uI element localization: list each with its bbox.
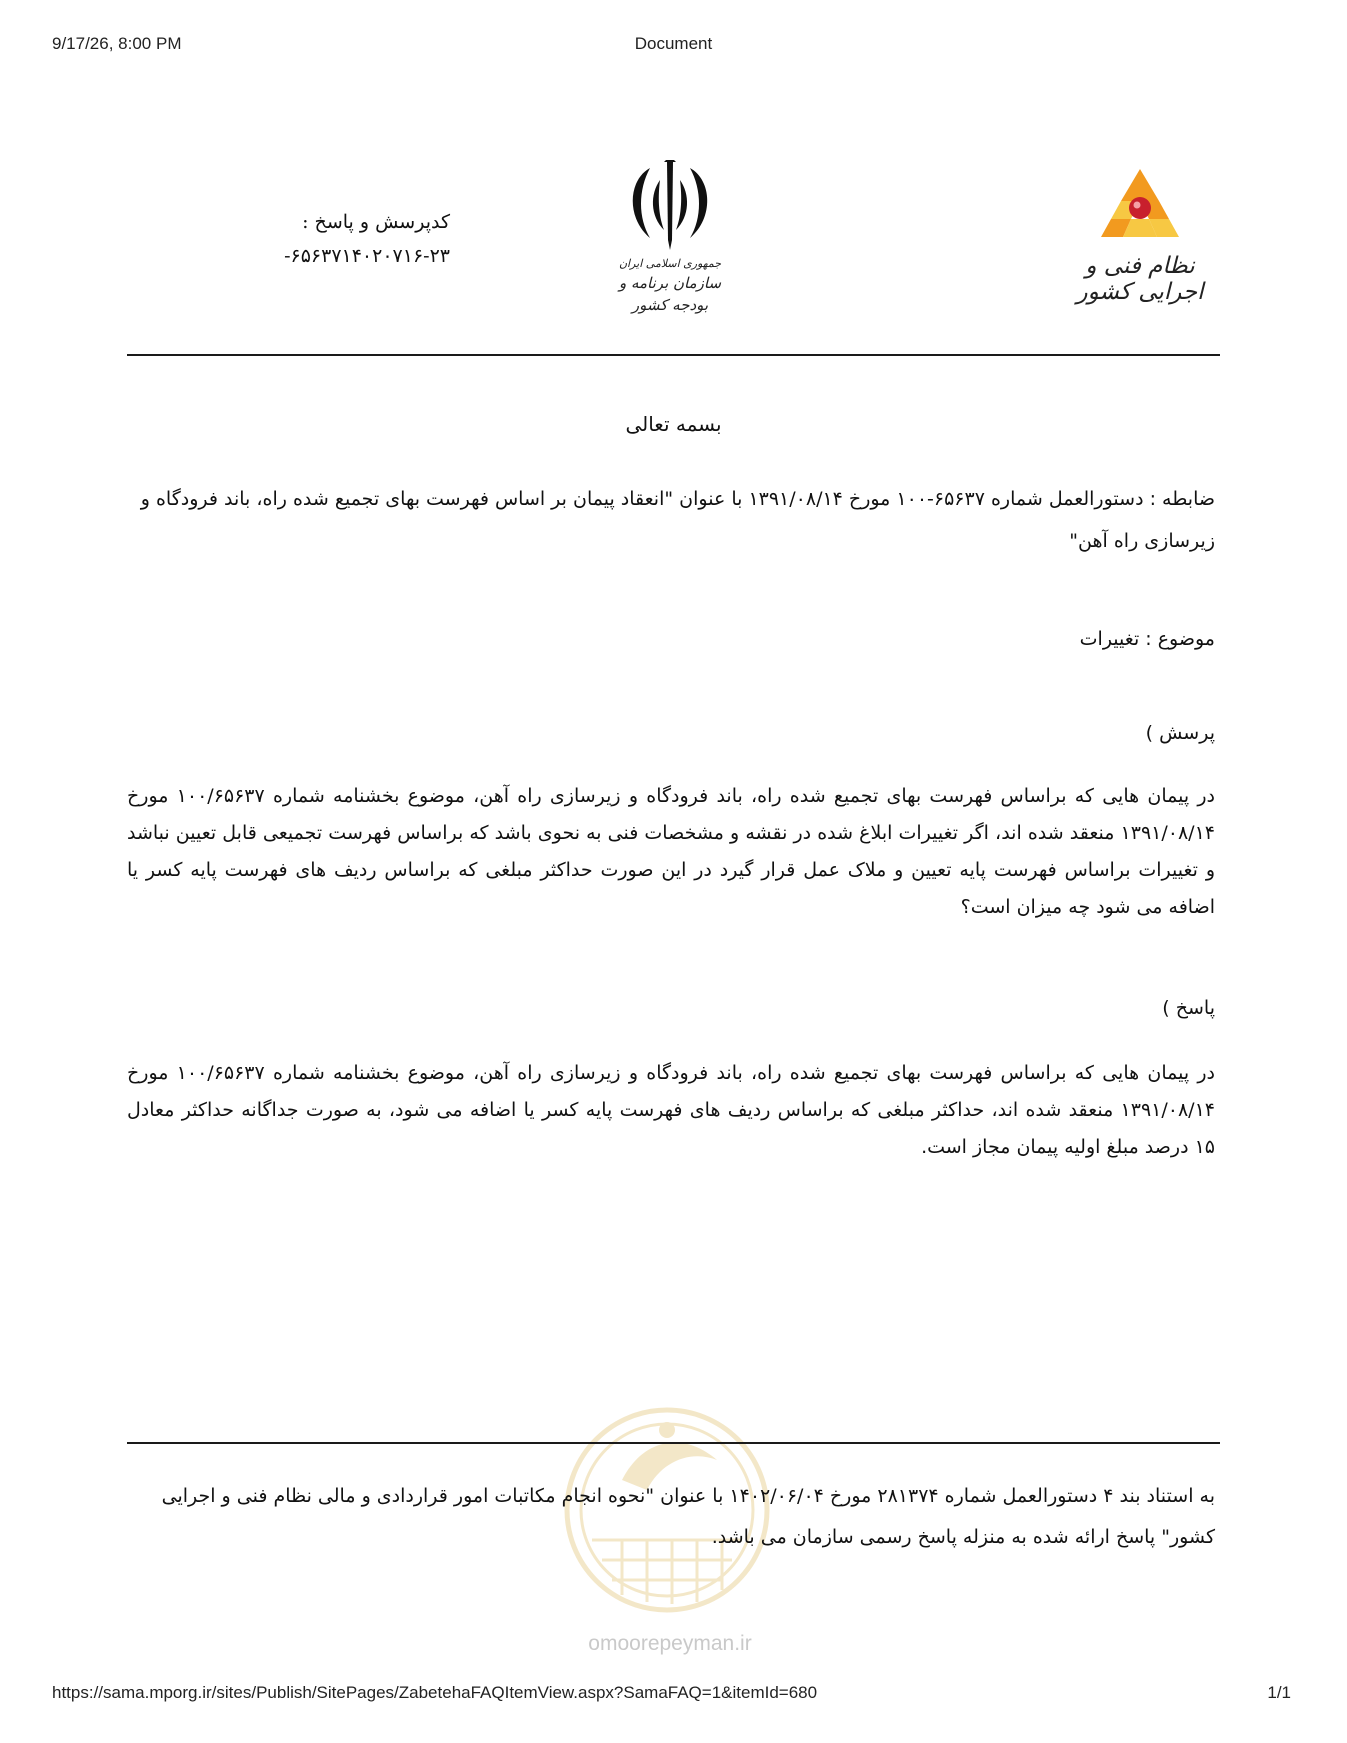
print-page-number: 1/1	[1267, 1683, 1291, 1702]
iran-emblem-icon	[620, 160, 720, 252]
nezam-fanni-logo-icon	[1085, 165, 1195, 247]
zabete-line: ضابطه : دستورالعمل شماره ۶۵۶۳۷-۱۰۰ مورخ ۱۳۹۱/۰۸/۱۴ با عنوان "انعقاد پیمان بر اساس فهرست بهای تجمیع شده راه، باند فرودگاه و زیرسازی راه آهن"	[140, 488, 1215, 552]
iran-emblem-block	[600, 160, 740, 316]
nezam-fanni-logo-text: نظام فنی و اجرایی کشور	[1076, 253, 1204, 305]
answer-heading: پاسخ )	[1162, 997, 1215, 1019]
emblem-caption-line1: جمهوری اسلامی ایران	[618, 257, 722, 270]
basmala: بسمه تعالی	[625, 412, 722, 436]
question-body: در پیمان هایی که براساس فهرست بهای تجمیع شده راه، باند فرودگاه و زیرسازی راه آهن، موضوع بخشنامه شماره ۱۰۰/۶۵۶۳۷ مورخ ۱۳۹۱/۰۸/۱۴ منعقد شده اند، اگر تغییرات ابلاغ شده در نقشه و مشخصات فنی به نحوی باشد که براساس فهرست تجمیعی قابل تعیین نباشد و تغییرات براساس فهرست پایه تعیین و ملاک عمل قرار گیرد در این صورت حداکثر مبلغی که براساس ردیف های فهرست پایه کسر یا اضافه می شود چه میزان است؟	[127, 785, 1215, 918]
footer-divider	[127, 1442, 1220, 1444]
question-code-label: کدپرسش و پاسخ :	[302, 211, 450, 233]
subject-line: موضوع : تغییرات	[1079, 628, 1215, 650]
question-heading: پرسش )	[1145, 722, 1215, 744]
answer-body: در پیمان هایی که براساس فهرست بهای تجمیع شده راه، باند فرودگاه و زیرسازی راه آهن، موضوع بخشنامه شماره ۱۰۰/۶۵۶۳۷ مورخ ۱۳۹۱/۰۸/۱۴ منعقد شده اند، حداکثر مبلغی که براساس ردیف های فهرست پایه کسر یا اضافه می شود، به صورت جداگانه حداکثر معادل ۱۵ درصد مبلغ اولیه پیمان مجاز است.	[127, 1062, 1215, 1158]
print-title: Document	[634, 34, 713, 53]
question-code-block	[200, 205, 450, 273]
nezam-fanni-logo-block	[1060, 165, 1220, 305]
watermark-site: omoorepeyman.ir	[588, 1632, 752, 1655]
header-divider	[127, 354, 1220, 356]
question-code-value: -۶۵۶۳۷۱۴۰۲۰۷۱۶-۲۳	[284, 245, 450, 267]
emblem-caption-line2: سازمان برنامه و بودجه کشور	[618, 274, 722, 314]
print-url: https://sama.mporg.ir/sites/Publish/SitePages/ZabetehaFAQItemView.aspx?SamaFAQ=1&itemId=680	[52, 1683, 818, 1702]
footer-note: به استناد بند ۴ دستورالعمل شماره ۲۸۱۳۷۴ مورخ ۱۴۰۲/۰۶/۰۴ با عنوان "نحوه انجام مکاتبات امور قراردادی و مالی نظام فنی و اجرایی کشور" پاسخ ارائه شده به منزله پاسخ رسمی سازمان می باشد.	[161, 1485, 1215, 1548]
print-datetime: 9/17/26, 8:00 PM	[52, 34, 182, 53]
